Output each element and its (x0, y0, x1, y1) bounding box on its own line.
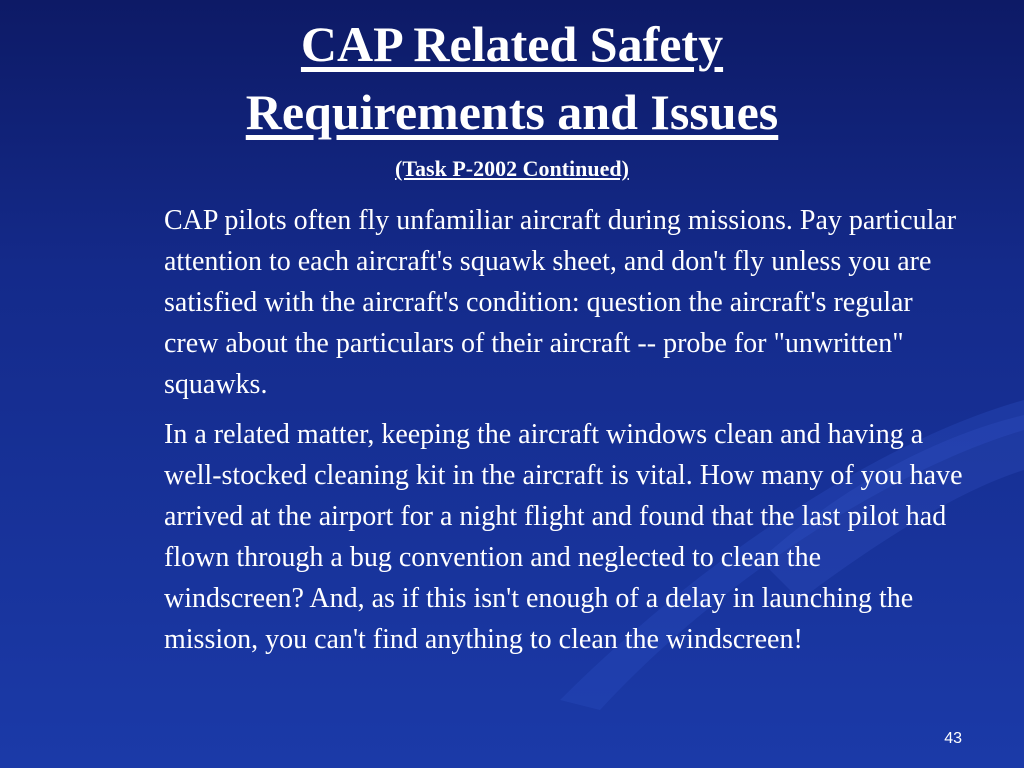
slide-subtitle: (Task P-2002 Continued) (395, 156, 629, 181)
slide-title (0, 10, 1024, 146)
body-paragraph-1: CAP pilots often fly unfamiliar aircraft during missions. Pay particular attention to each aircraft's squawk sheet, and don't fly unless you are satisfied with the aircraft's condition: question the aircraft's regular crew about the particulars of their aircraft -- probe for "unwritten" squawks. (164, 205, 957, 400)
title-line-1: CAP Related Safety (300, 16, 724, 72)
title-line-2: Requirements and Issues (245, 84, 779, 140)
body-paragraph-2: In a related matter, keeping the aircraft windows clean and having a well-stocked cleaning kit in the aircraft is vital. How many of you have arrived at the airport for a night flight and found that the last pilot had flown through a bug convention and neglected to clean the windscreen? And, as if this isn't enough of a delay in launching the mission, you can't find anything to clean the windscreen! (164, 419, 963, 655)
slide-body (164, 200, 964, 669)
page-number: 43 (944, 730, 962, 747)
